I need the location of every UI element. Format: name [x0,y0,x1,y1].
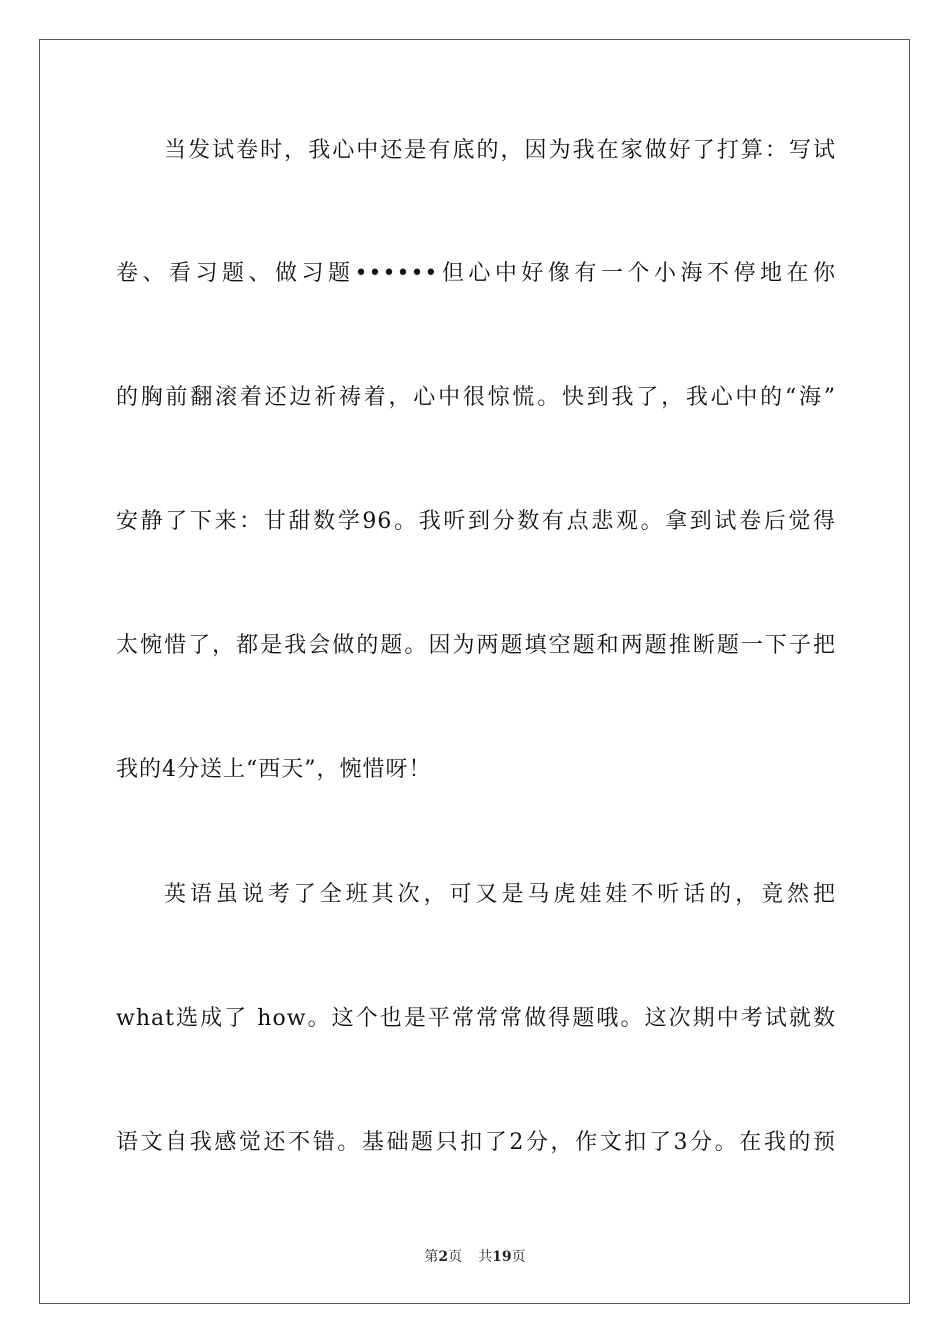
footer-prefix: 第 [424,1249,439,1265]
text-line-5: 太惋惜了，都是我会做的题。因为两题填空题和两题推断题一下子把 [116,633,836,658]
footer-page-number: 2 [438,1249,449,1265]
text-line-6: 我的4分送上“西天”，惋惜呀！ [116,757,432,782]
footer-total-prefix: 共 [478,1249,493,1265]
text-line-9: 语文自我感觉还不错。基础题只扣了2分，作文扣了3分。在我的预 [116,1130,836,1155]
footer-total-suffix: 页 [511,1249,526,1265]
footer-page-suffix: 页 [448,1249,463,1265]
text-line-7: 英语虽说考了全班其次，可又是马虎娃娃不听话的，竟然把 [164,882,836,907]
text-line-8: what选成了 how。这个也是平常常常做得题哦。这次期中考试就数 [116,1006,836,1031]
text-line-3: 的胸前翻滚着还边祈祷着，心中很惊慌。快到我了，我心中的“海” [116,385,836,410]
footer-total-pages: 19 [492,1249,512,1265]
text-line-4: 安静了下来：甘甜数学96。我听到分数有点悲观。拿到试卷后觉得 [116,509,836,534]
text-line-2: 卷、看习题、做习题••••••但心中好像有一个小海不停地在你 [116,261,836,286]
text-line-1: 当发试卷时，我心中还是有底的，因为我在家做好了打算：写试 [164,138,836,163]
page-border [39,39,910,1304]
page-footer [0,1247,950,1267]
